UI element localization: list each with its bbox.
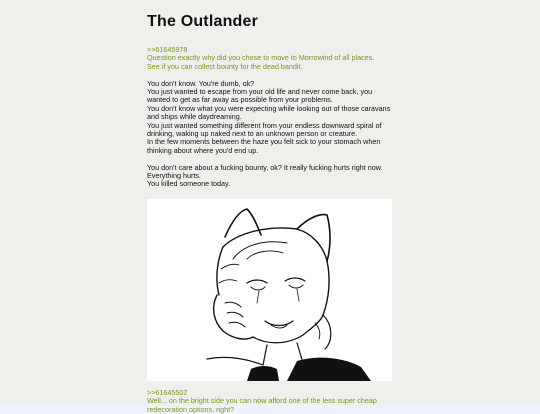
text-line: wanted to get as far away as possible from your problems.	[147, 95, 333, 105]
text-line: You just wanted to escape from your old life and never come back, you	[147, 87, 373, 97]
text-line: Everything hurts.	[147, 171, 201, 181]
crying-character-sketch-icon	[147, 199, 392, 381]
paragraph-2	[147, 164, 397, 189]
story-image[interactable]	[147, 199, 392, 381]
text-line: You don't care about a fucking bounty, ok? It really fucking hurts right now.	[147, 162, 383, 172]
story-column	[147, 0, 397, 414]
quote-link[interactable]: >>61645978	[147, 45, 188, 54]
greentext-line: Question exactly why did you chose to move to Morrowind of all places.	[147, 53, 375, 63]
greentext-line: See if you can collect bounty for the dead bandit.	[147, 61, 303, 71]
greentext-line: redecoration options, right?	[147, 404, 235, 414]
page-title: The Outlander	[147, 13, 259, 30]
post-2	[147, 389, 397, 414]
text-line: thinking about where you'd end up.	[147, 145, 259, 155]
greentext-line: Well... on the bright side you can now afford one of the less super cheap	[147, 396, 377, 406]
post-1	[147, 46, 397, 189]
quote-link[interactable]: >>61645502	[147, 387, 188, 397]
text-line: and ships while daydreaming.	[147, 112, 242, 122]
text-line: You killed someone today.	[147, 179, 231, 189]
text-line: You don't know. You're dumb, ok?	[147, 78, 255, 88]
text-line: You just wanted something different from your endless downward spiral of	[147, 120, 382, 130]
text-line: drinking, waking up naked next to an unknown person or creature.	[147, 129, 358, 139]
text-line: You don't know what you were expecting while looking out of those caravans	[147, 103, 391, 113]
paragraph-1	[147, 80, 397, 156]
text-line: In the few moments between the haze you felt sick to your stomach when	[147, 137, 381, 147]
